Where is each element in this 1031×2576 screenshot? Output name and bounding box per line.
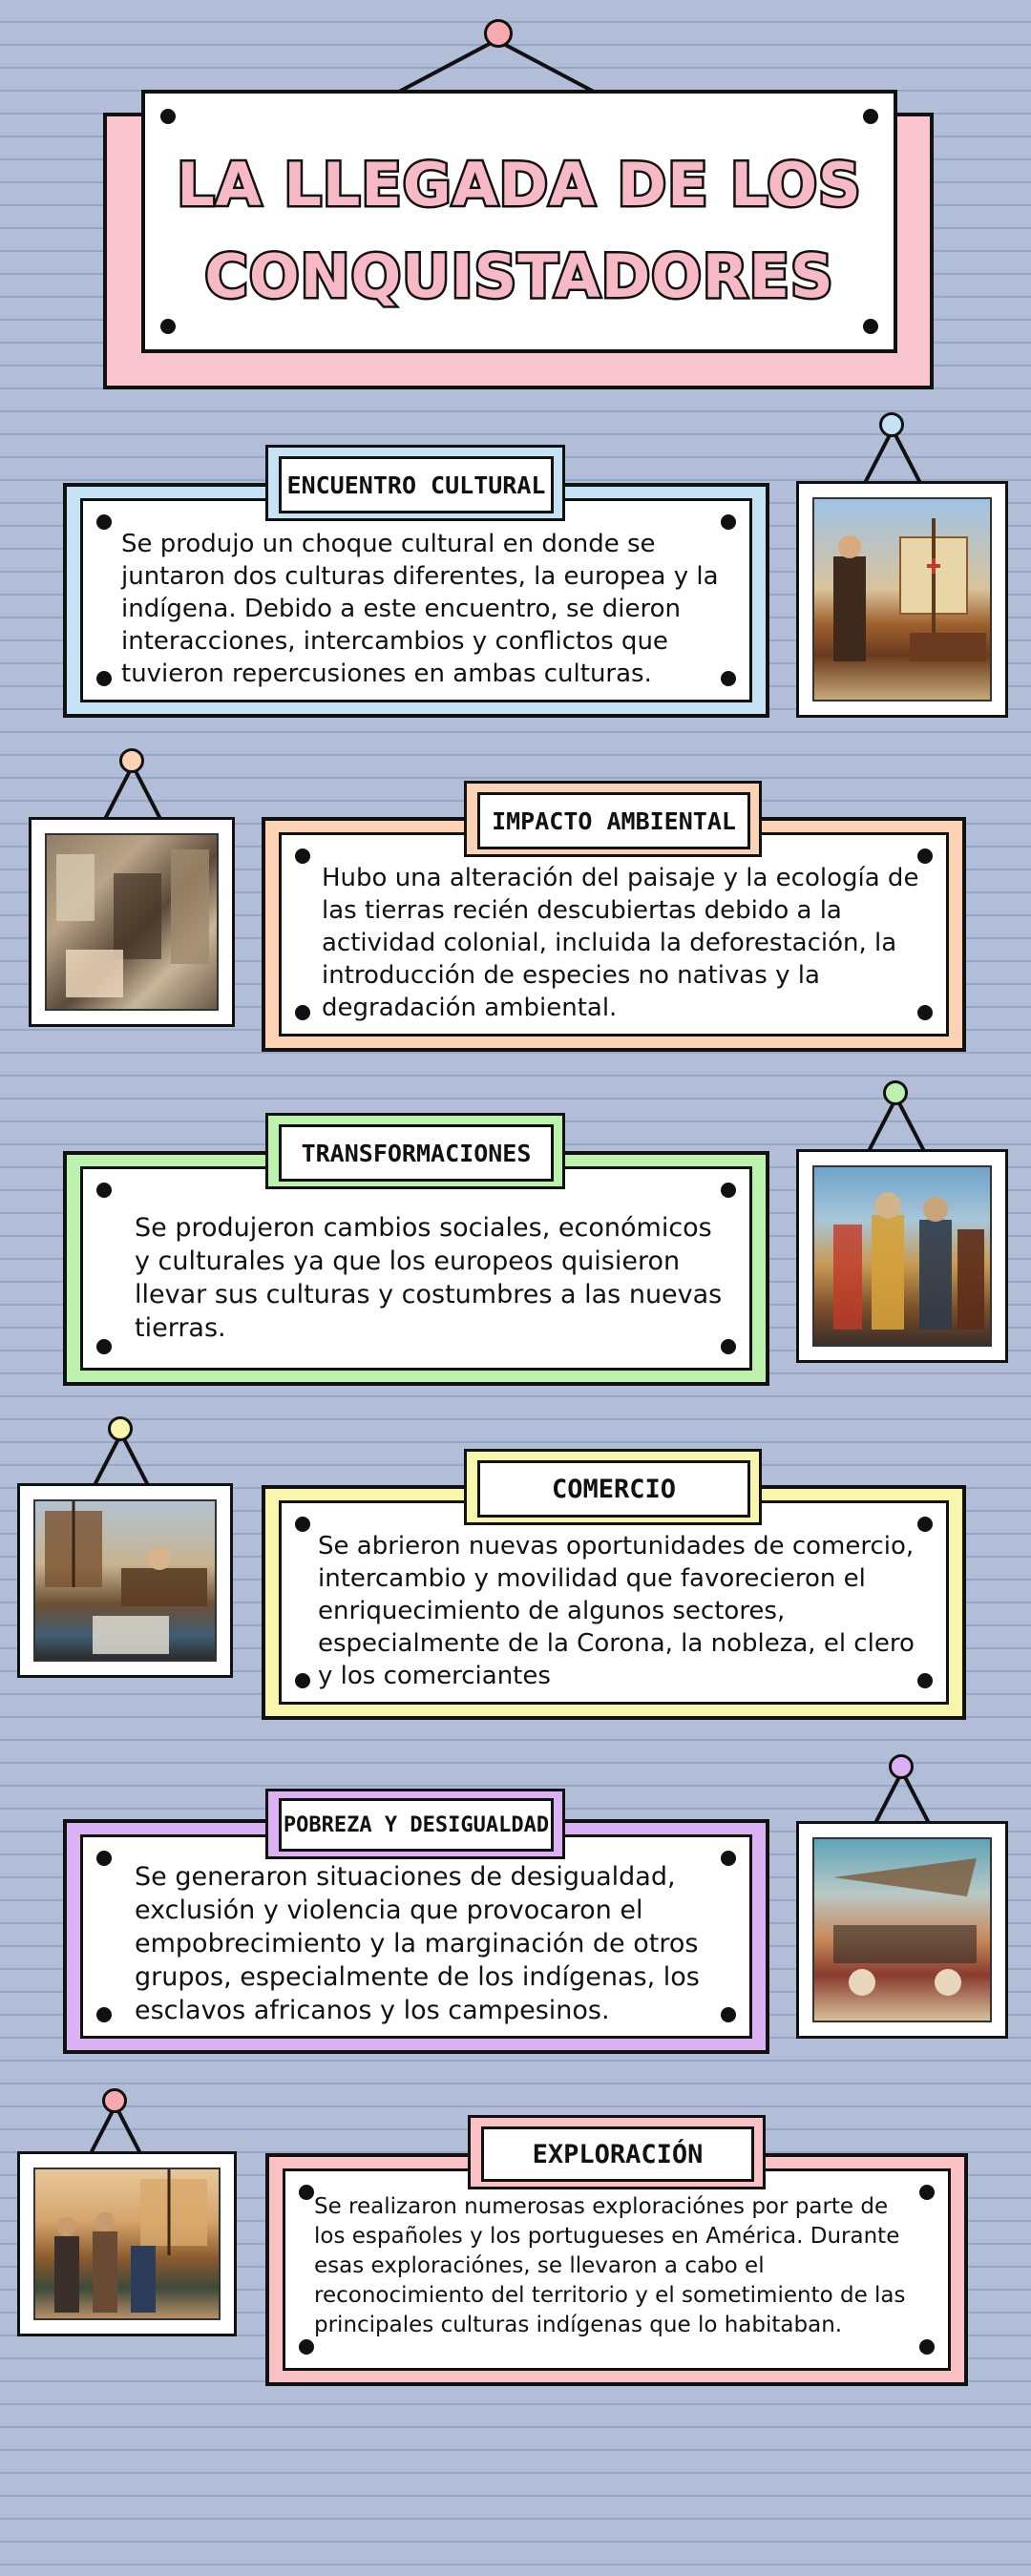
photo-hanger [80,748,185,825]
section-text: Se generaron situaciones de desigualdad, exclusión y violencia que provocaron el empobrecimiento y la marginación de otros grupos, especialmente de los indígenas, los esclavos africanos y los campesinos. [135,1862,700,2025]
card-exploracion-panel [283,2168,951,2371]
painting-exploration [17,2151,237,2336]
painting-mural-conquest [29,817,235,1027]
section-text: Hubo una alteración del paisaje y la ecología de las tierras recién descubiertas debido a la actividad colonial, incluida la deforestación, la introducción de especies no nativas y la degradación ambiental. [322,864,919,1022]
card-comercio-panel [279,1500,949,1705]
title-hanger [401,19,592,95]
photo-hanger [840,412,945,489]
card-transformaciones-panel [80,1166,752,1371]
painting-port-trade [17,1483,233,1678]
photo-hanger [844,1080,949,1157]
card-impacto-ambiental-panel [279,832,949,1037]
section-text: Se realizaron numerosas exploraciónes por parte de los españoles y los portugueses en América. Durante esas exploraciónes, se llevaron a cabo el reconocimiento del territorio y el sometimiento de las principales culturas indígenas que lo habitaban. [314,2194,906,2337]
section-heading: TRANSFORMACIONES [279,1124,554,1182]
card-encuentro-cultural-panel [80,498,752,702]
section-text: Se produjeron cambios sociales, económicos y culturales ya que los europeos quisieron llevar sus culturas y costumbres a las nuevas tierras. [135,1213,723,1343]
page-title [145,139,894,323]
title-frame [141,90,897,353]
photo-hanger [850,1754,955,1831]
photo-hanger [69,1416,174,1493]
section-text: Se produjo un choque cultural en donde se juntaron dos culturas diferentes, la europea y la indígena. Debido a este encuentro, se dieron interacciones, intercambios y conflictos que tuvieron repercusiones en ambas culturas. [121,530,719,688]
painting-columbus-landing [796,481,1008,718]
painting-aztec-meeting [796,1149,1008,1363]
card-pobreza-desigualdad-panel [80,1834,752,2039]
section-heading: POBREZA Y DESIGUALDAD [279,1798,554,1852]
hanger-ring [484,19,513,48]
title-line-1: LA LLEGADA DE LOS [177,150,862,220]
section-text: Se abrieron nuevas oportunidades de comercio, intercambio y movilidad que favorecieron el enriquecimiento de algunos sectores, especialmente de la Corona, la nobleza, el clero y los comerciantes [318,1532,915,1690]
painting-indigenous-labor [796,1821,1008,2039]
section-heading: IMPACTO AMBIENTAL [477,792,750,849]
title-line-2: CONQUISTADORES [204,241,834,311]
section-heading: ENCUENTRO CULTURAL [279,456,554,513]
section-heading: EXPLORACIÓN [481,2126,754,2182]
section-heading: COMERCIO [477,1460,750,1518]
